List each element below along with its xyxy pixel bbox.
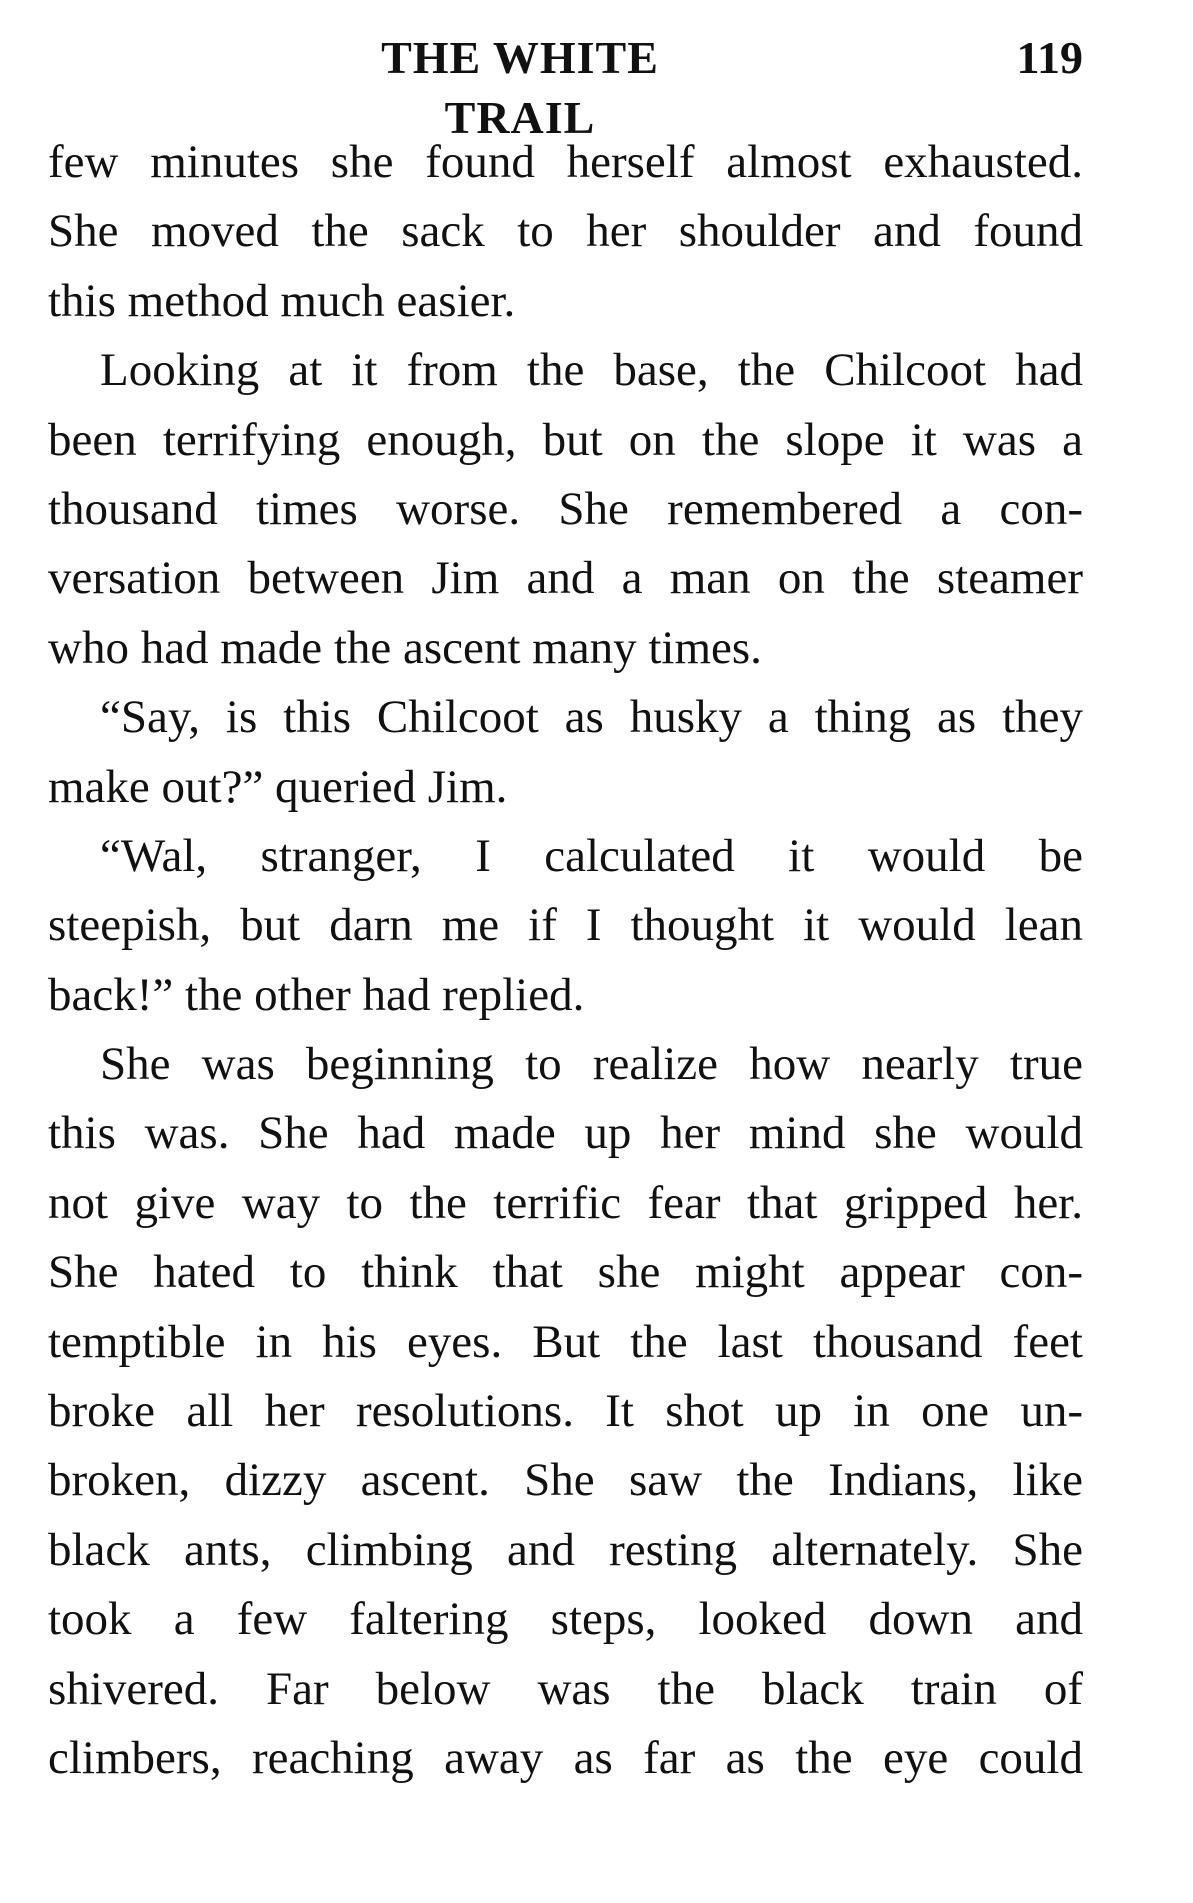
text-line: She moved the sack to her shoulder and found [48, 205, 1083, 258]
page-header [0, 28, 1193, 143]
text-line: few minutes she found herself almost exhausted. [48, 136, 1083, 188]
text-line: steepish, but darn me if I thought it would lean [48, 899, 1083, 952]
body-text [48, 128, 1083, 1793]
text-line: this method much easier. [48, 274, 516, 327]
text-line: climbers, reaching away as far as the eye could [48, 1731, 1083, 1784]
text-line: Looking at it from the base, the Chilcoot had [100, 344, 1083, 397]
text-line: shivered. Far below was the black train of [48, 1662, 1083, 1715]
text-line: versation between Jim and a man on the steamer [48, 552, 1083, 605]
text-line: this was. She had made up her mind she would [48, 1107, 1083, 1160]
text-line: not give way to the terrific fear that gripped her. [48, 1176, 1083, 1229]
running-title: THE WHITE TRAIL [381, 32, 659, 143]
text-line: been terrifying enough, but on the slope it was a [48, 413, 1083, 466]
text-line: She hated to think that she might appear con- [48, 1246, 1083, 1299]
text-line: thousand times worse. She remembered a con- [48, 482, 1083, 535]
text-line: “Wal, stranger, I calculated it would be [100, 829, 1083, 882]
text-line: temptible in his eyes. But the last thousand feet [48, 1315, 1083, 1368]
text-line: broke all her resolutions. It shot up in one un- [48, 1385, 1083, 1438]
page-number: 119 [1016, 32, 1083, 83]
text-line: broken, dizzy ascent. She saw the Indians, like [48, 1454, 1083, 1507]
text-line: black ants, climbing and resting alternately. She [48, 1523, 1083, 1576]
text-line: took a few faltering steps, looked down and [48, 1593, 1083, 1646]
text-line: who had made the ascent many times. [48, 621, 762, 674]
text-line: back!” the other had replied. [48, 968, 585, 1021]
text-line: make out?” queried Jim. [48, 760, 508, 813]
text-line: She was beginning to realize how nearly true [100, 1038, 1083, 1091]
text-line: “Say, is this Chilcoot as husky a thing as they [100, 691, 1083, 744]
